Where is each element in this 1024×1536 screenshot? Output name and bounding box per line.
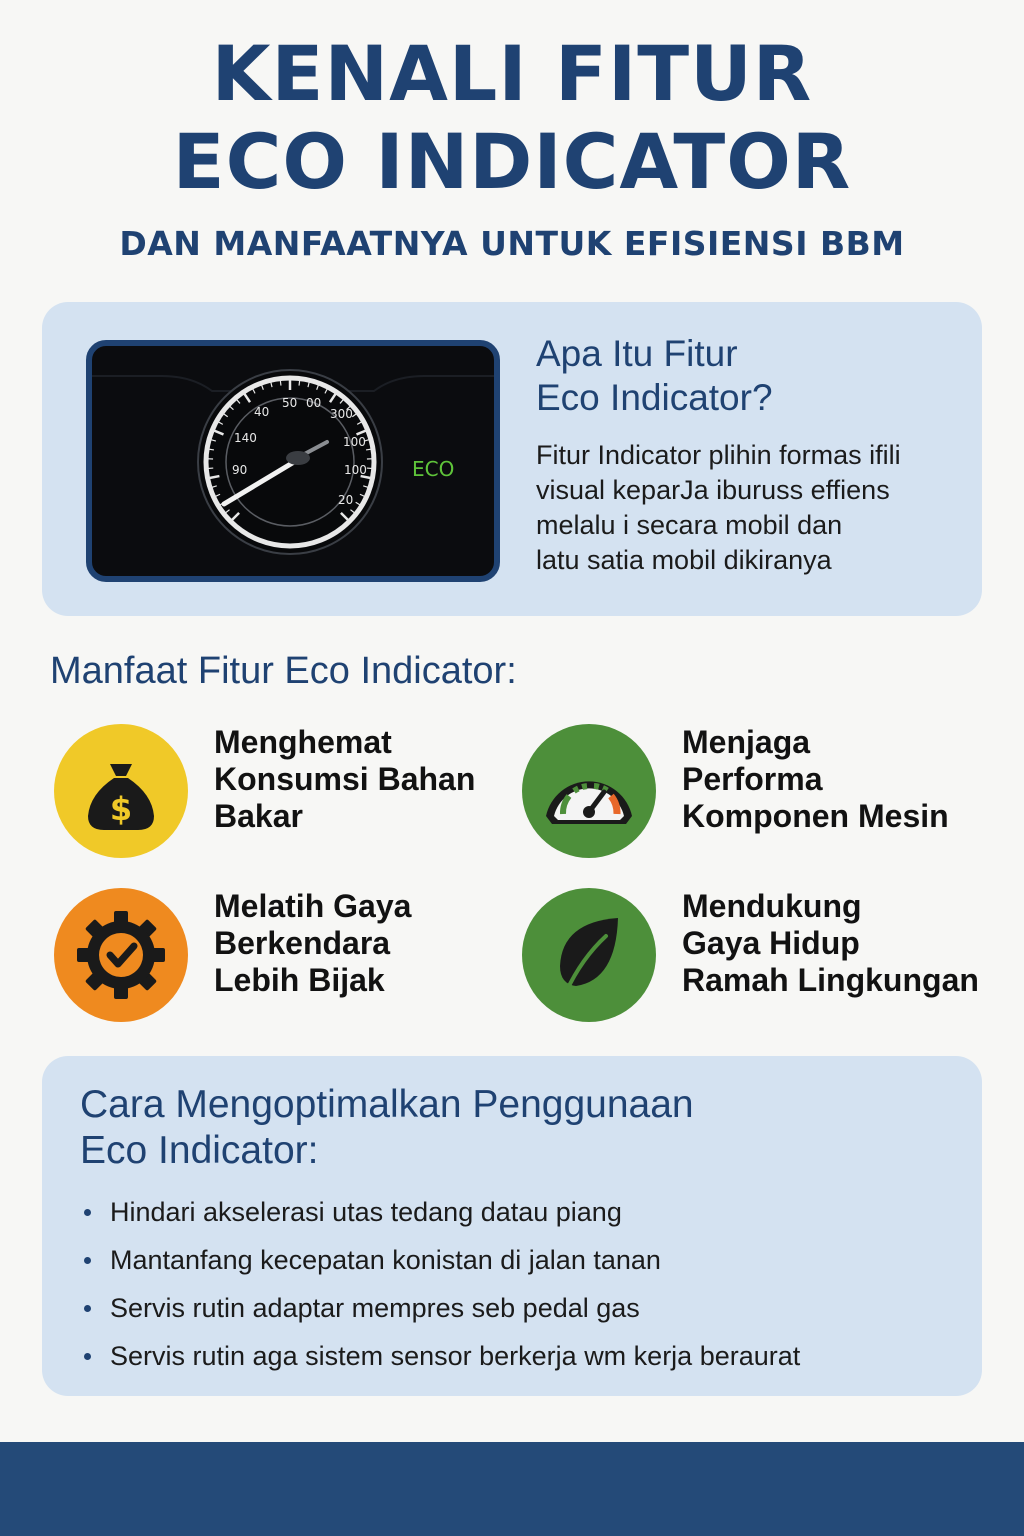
gauge-tick bbox=[367, 468, 374, 469]
benefit-label bbox=[682, 724, 949, 835]
tips-title-line-1: Cara Mengoptimalkan Penggunaan bbox=[80, 1083, 694, 1126]
gauge-tick bbox=[206, 468, 213, 469]
svg-text:$: $ bbox=[109, 790, 133, 828]
intro-title bbox=[536, 332, 966, 420]
gauge-tick-label: 50 bbox=[282, 396, 298, 410]
gauge-tick-label: 100 bbox=[344, 463, 367, 477]
leaf-icon bbox=[522, 888, 656, 1022]
benefit-label-line: Lebih Bijak bbox=[214, 962, 385, 998]
footer-bar bbox=[0, 1442, 1024, 1536]
dashboard-image bbox=[86, 340, 500, 582]
gauge-tick-label: 20 bbox=[338, 493, 354, 507]
gauge-tick-label: 100 bbox=[343, 435, 366, 449]
benefit-label-line: Berkendara bbox=[214, 925, 391, 961]
benefit-label bbox=[214, 888, 411, 999]
gauge-tick bbox=[280, 379, 281, 386]
gauge-tick-label: 140 bbox=[234, 431, 257, 445]
gauge-tick-label: 90 bbox=[232, 463, 248, 477]
gauge-tick-label: 40 bbox=[254, 405, 270, 419]
gauge-tick-label: 300 bbox=[330, 407, 353, 421]
speedometer-gauge bbox=[92, 346, 494, 576]
tips-card bbox=[42, 1056, 982, 1396]
intro-card bbox=[42, 302, 982, 616]
benefit-label bbox=[682, 888, 979, 999]
benefit-label-line: Melatih Gaya bbox=[214, 888, 412, 924]
gauge-tick bbox=[299, 379, 300, 386]
intro-text bbox=[536, 332, 966, 578]
list-item: Mantanfang kecepatan konistan di jalan tanan bbox=[82, 1236, 800, 1284]
tips-title-line-2: Eco Indicator: bbox=[80, 1129, 319, 1172]
benefit-driving-style bbox=[54, 888, 524, 1028]
title-line-2: ECO INDICATOR bbox=[172, 117, 852, 206]
tips-list bbox=[82, 1188, 800, 1380]
intro-body-line: melalu i secara mobil dan bbox=[536, 510, 843, 540]
benefit-label-line: Ramah Lingkungan bbox=[682, 962, 979, 998]
gear-check-icon bbox=[54, 888, 188, 1022]
header bbox=[0, 30, 1024, 263]
money-bag-icon bbox=[54, 724, 188, 858]
benefit-label bbox=[214, 724, 475, 835]
benefit-label-line: Menjaga bbox=[682, 724, 811, 760]
intro-title-line-2: Eco Indicator? bbox=[536, 377, 773, 418]
benefit-engine-performance bbox=[522, 724, 992, 864]
benefit-label-line: Gaya Hidup bbox=[682, 925, 860, 961]
benefit-label-line: Mendukung bbox=[682, 888, 862, 924]
tips-title bbox=[80, 1082, 694, 1174]
benefits-heading: Manfaat Fitur Eco Indicator: bbox=[50, 650, 517, 692]
benefit-label-line: Komponen Mesin bbox=[682, 798, 949, 834]
benefit-label-line: Menghemat bbox=[214, 724, 392, 760]
benefit-label-line: Performa bbox=[682, 761, 823, 797]
list-item: Servis rutin adaptar mempres seb pedal gas bbox=[82, 1284, 800, 1332]
benefit-fuel-saving bbox=[54, 724, 524, 864]
list-item: Hindari akselerasi utas tedang datau piang bbox=[82, 1188, 800, 1236]
list-item: Servis rutin aga sistem sensor berkerja wm kerja beraurat bbox=[82, 1332, 800, 1380]
benefit-label-line: Konsumsi Bahan bbox=[214, 761, 476, 797]
benefit-label-line: Bakar bbox=[214, 798, 303, 834]
intro-body-line: visual keparJa iburuss effiens bbox=[536, 475, 890, 505]
subtitle: DAN MANFAATNYA UNTUK EFISIENSI BBM bbox=[119, 224, 905, 263]
intro-title-line-1: Apa Itu Fitur bbox=[536, 333, 738, 374]
intro-body-line: Fitur Indicator plihin formas ifili bbox=[536, 440, 901, 470]
speedometer-icon bbox=[522, 724, 656, 858]
intro-body-line: latu satia mobil dikiranya bbox=[536, 545, 832, 575]
intro-body bbox=[536, 438, 966, 578]
title-line-1: KENALI FITUR bbox=[211, 29, 813, 118]
benefit-eco-lifestyle bbox=[522, 888, 992, 1028]
gauge-tick-label: 00 bbox=[306, 396, 322, 410]
eco-label: ECO bbox=[412, 457, 455, 481]
